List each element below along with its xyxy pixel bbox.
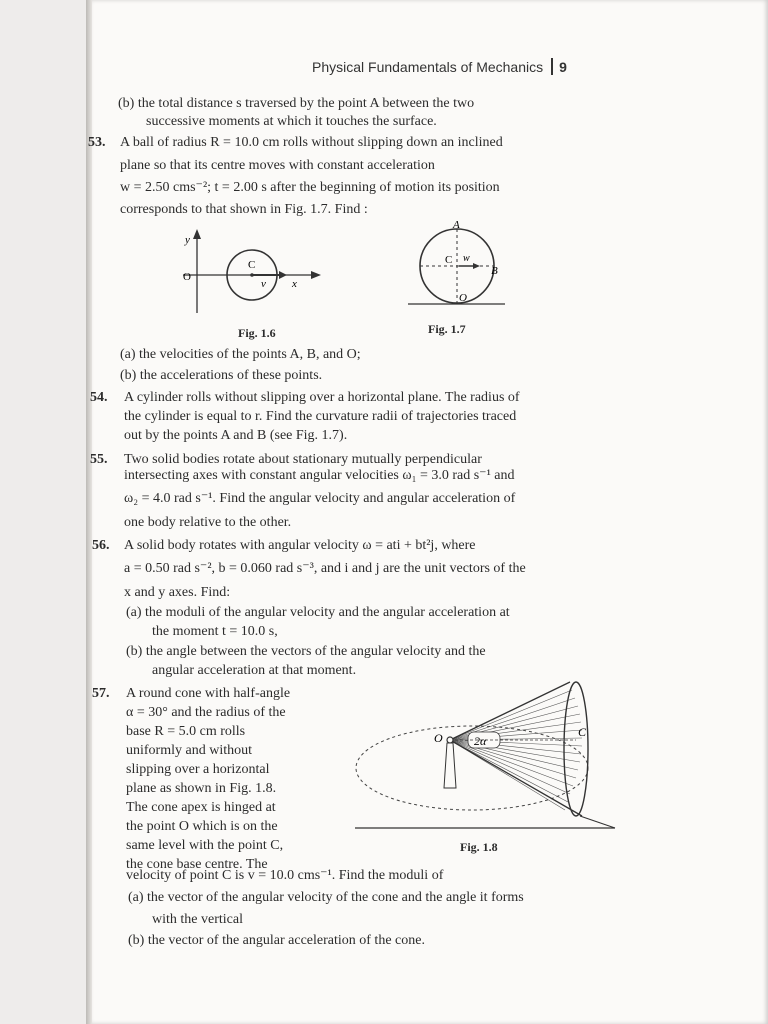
p56-part-a-line2: the moment t = 10.0 s, (152, 624, 278, 639)
figure-1-8 (350, 676, 620, 836)
fig18-label-c: C (578, 725, 587, 739)
p55-line3: ω₂ = 4.0 rad s⁻¹. Find the angular velocity and angular acceleration of (124, 491, 516, 506)
page-number: 9 (559, 59, 567, 75)
p57-part-b: (b) the vector of the angular acceleration of the cone. (128, 933, 425, 948)
fig18-label-o: O (434, 731, 443, 745)
problem-55-number: 55. (90, 452, 108, 467)
p55-line1: Two solid bodies rotate about stationary mutually perpendicular (124, 452, 482, 467)
p53-line4: corresponds to that shown in Fig. 1.7. Find : (120, 202, 368, 217)
p57-line4: uniformly and without (126, 743, 252, 758)
header-title: Physical Fundamentals of Mechanics (312, 59, 544, 75)
fig16-label-o: O (183, 271, 191, 283)
problem-54-number: 54. (90, 390, 108, 405)
p54-line2: the cylinder is equal to r. Find the curvature radii of trajectories traced (124, 409, 517, 424)
fig18-caption: Fig. 1.8 (460, 840, 498, 854)
p57-part-a-line1: (a) the vector of the angular velocity of the cone and the angle it forms (128, 890, 524, 905)
fig17-label-c: C (445, 254, 453, 266)
p57-line7: The cone apex is hinged at (126, 800, 276, 815)
p53-part-b: (b) the accelerations of these points. (120, 368, 323, 383)
fig16-label-y: y (185, 234, 190, 246)
p54-line3: out by the points A and B (see Fig. 1.7). (124, 428, 348, 443)
p57-line3: base R = 5.0 cm rolls (126, 724, 246, 739)
fig16-caption: Fig. 1.6 (238, 326, 276, 340)
p56-part-b-line1: (b) the angle between the vectors of the angular velocity and the (126, 644, 486, 659)
p57-line9: same level with the point C, (126, 838, 284, 853)
running-header (312, 58, 567, 75)
fig18-label-angle: 2α (474, 734, 487, 748)
fig16-label-c: C (248, 259, 256, 271)
header-divider (551, 58, 553, 75)
p53-part-a: (a) the velocities of the points A, B, and O; (120, 347, 361, 362)
problem-56-number: 56. (92, 538, 110, 553)
figure-1-7 (400, 218, 520, 318)
p57-line10: the cone base centre. The (126, 857, 268, 872)
fig17-label-a: A (453, 219, 460, 231)
p57-line5: slipping over a horizontal (126, 762, 270, 777)
p52b-line2: successive moments at which it touches the surface. (146, 114, 437, 129)
p57-part-a-line2: with the vertical (152, 912, 243, 927)
p57-line2: α = 30° and the radius of the (126, 705, 286, 720)
p53-line3: w = 2.50 cms⁻²; t = 2.00 s after the beginning of motion its position (120, 180, 500, 195)
p53-line1: A ball of radius R = 10.0 cm rolls without slipping down an inclined (120, 135, 503, 150)
fig16-label-v: v (261, 278, 266, 290)
p56-line2: a = 0.50 rad s⁻², b = 0.060 rad s⁻³, and i and j are the unit vectors of the (124, 561, 526, 576)
problem-53-number: 53. (88, 135, 106, 150)
fig17-caption: Fig. 1.7 (428, 322, 466, 336)
figure-1-6 (175, 225, 325, 315)
fig17-label-b: B (491, 265, 498, 277)
p57-line1: A round cone with half-angle (126, 686, 291, 701)
fig17-label-w: w (463, 253, 470, 264)
p56-part-a-line1: (a) the moduli of the angular velocity and the angular acceleration at (126, 605, 510, 620)
p57-line11: velocity of point C is v = 10.0 cms⁻¹. Find the moduli of (126, 868, 444, 883)
p53-line2: plane so that its centre moves with constant acceleration (120, 158, 435, 173)
p55-line4: one body relative to the other. (124, 515, 292, 530)
p52b-line1: (b) the total distance s traversed by the point A between the two (118, 96, 475, 111)
p56-line1: A solid body rotates with angular velocity ω = ati + bt²j, where (124, 538, 476, 553)
p55-line2: intersecting axes with constant angular velocities ω₁ = 3.0 rad s⁻¹ and (124, 468, 515, 483)
p54-line1: A cylinder rolls without slipping over a horizontal plane. The radius of (124, 390, 520, 405)
p56-part-b-line2: angular acceleration at that moment. (152, 663, 357, 678)
p57-line8: the point O which is on the (126, 819, 278, 834)
p56-line3: x and y axes. Find: (124, 585, 231, 600)
fig17-label-o: O (459, 292, 467, 304)
p57-line6: plane as shown in Fig. 1.8. (126, 781, 277, 796)
problem-57-number: 57. (92, 686, 110, 701)
fig16-label-x: x (292, 278, 297, 290)
